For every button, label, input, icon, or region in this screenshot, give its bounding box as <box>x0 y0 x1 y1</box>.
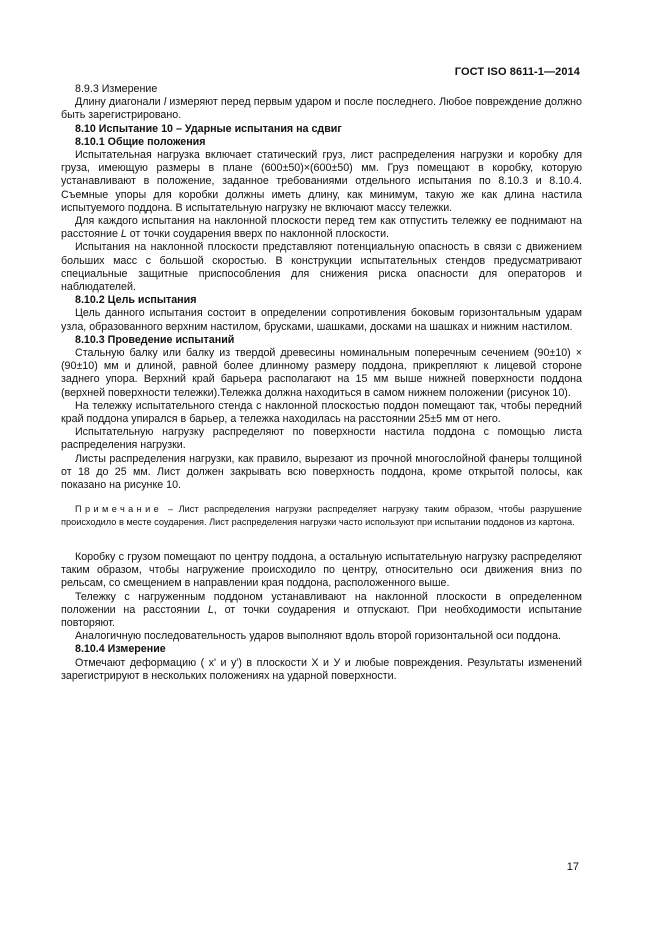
variable: L <box>120 228 127 241</box>
paragraph <box>61 96 582 122</box>
text-run: Тележку с нагруженным поддоном устанавливают на наклонной плоскости в определенном положении на расстоянии <box>61 590 582 616</box>
variable: l <box>163 96 167 109</box>
text-run: измеряют перед первым ударом и после последнего. Любое повреждение должно быть зарегистрировано. <box>61 96 582 122</box>
section-8-10-4-title: 8.10.4 Измерение <box>75 643 166 656</box>
page-number: 17 <box>566 861 579 873</box>
main-text-block <box>61 83 582 492</box>
note-label: Примечание <box>75 504 163 514</box>
paragraph: Испытания на наклонной плоскости представляют потенциальную опасность в связи с движением больших масс с большой скоростью. В конструкции испытательных стендов предусматривают специальные защитные приспособления для снижения риска опасности для операторов и наблюдателей. <box>61 241 582 294</box>
paragraph: Отмечают деформацию ( x' и y') в плоскости X и У и любые повреждения. Результаты изменений зарегистрируют в нескольких положениях на ударной поверхности. <box>61 656 582 682</box>
section-8-10-1-title: 8.10.1 Общие положения <box>75 135 206 148</box>
section-8-10-3-title: 8.10.3 Проведение испытаний <box>75 333 235 346</box>
paragraph <box>61 215 582 241</box>
paragraph: На тележку испытательного стенда с наклонной плоскостью поддон помещают так, чтобы передний край поддона упирался в барьер, а тележка находилась на расстоянии 25±5 мм от него. <box>61 399 582 426</box>
paragraph: Стальную балку или балку из твердой древесины номинальным поперечным сечением (90±10) × (90±10) мм и длиной, равной более длинному размеру поддона, прикрепляют к лицевой стороне заднего упора. Верхний край барьера располагают на 15 мм выше нижней поверхности поддона (верхней поверхности тележки).Тележка должна находиться в самом нижнем положении (рисунок 10). <box>61 347 582 399</box>
continuation-text-block <box>61 551 582 683</box>
paragraph: Испытательная нагрузка включает статический груз, лист распределения нагрузки и коробку для груза, имеющую размеры в плане (600±50)×(600±50) мм. Груз помещают в коробку, которую устанавливают в положение, заданное требованиями отдельного испытания по 8.10.3 и 8.10.4. Съемные упоры для коробки должны иметь длину, как минимум, такую же как длина настила испытуемого поддона. В испытательную нагрузку не включают массу тележки. <box>61 149 582 214</box>
text-run: Для каждого испытания на наклонной плоскости перед тем как отпустить тележку ее поднимают на расстояние <box>61 215 582 241</box>
text-run: , от точки соударения и отпускают. При необходимости испытание повторяют. <box>61 603 582 630</box>
section-8-10-title: 8.10 Испытание 10 – Ударные испытания на сдвиг <box>75 122 342 135</box>
document-header: ГОСТ ISO 8611-1—2014 <box>454 66 580 78</box>
variable: L <box>207 603 214 616</box>
paragraph: Коробку с грузом помещают по центру поддона, а остальную испытательную нагрузку распределяют таким образом, чтобы нагружение происходило по центру, относительно оси движения вниз по рельсам, со смещением в направлении края поддона, расположенного выше. <box>61 551 582 590</box>
text-run: Длину диагонали <box>75 96 164 109</box>
paragraph: Аналогичную последовательность ударов выполняют вдоль второй горизонтальной оси поддона. <box>75 630 562 643</box>
note-text: – Лист распределения нагрузки распределяет нагрузку таким образом, чтобы разрушение происходило в месте соударения. Лист распределения нагрузки часто используют при испытании поддонов из картона. <box>61 504 582 527</box>
paragraph: Испытательную нагрузку распределяют по поверхности настила поддона с помощью листа распределения нагрузки. <box>61 426 582 452</box>
paragraph <box>61 591 582 631</box>
section-8-9-3-title: 8.9.3 Измерение <box>75 83 158 95</box>
section-8-10-2-title: 8.10.2 Цель испытания <box>75 294 197 307</box>
text-run: от точки соударения вверх по наклонной плоскости. <box>126 228 390 241</box>
note <box>61 503 582 529</box>
paragraph: Листы распределения нагрузки, как правило, вырезают из прочной многослойной фанеры толщиной от 18 до 25 мм. Лист должен закрывать всю поверхность поддона, кроме открытой полосы, как показано на рисунке 10. <box>61 452 582 492</box>
paragraph: Цель данного испытания состоит в определении сопротивления боковым горизонтальным ударам узла, образованного верхним настилом, брусками, шашками, досками на шашках и нижним настилом. <box>61 307 582 333</box>
